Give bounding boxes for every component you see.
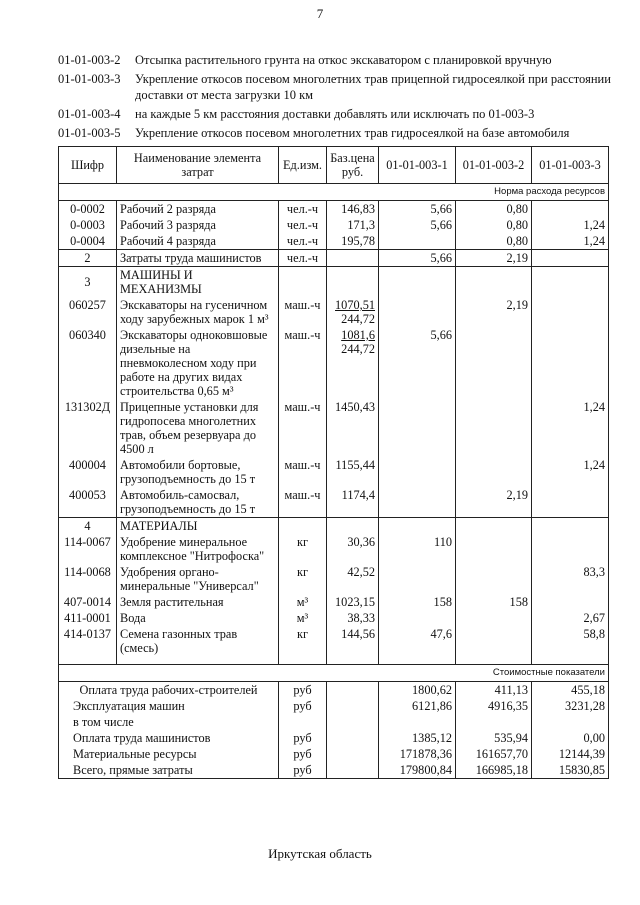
total-unit: руб (279, 681, 327, 698)
item-list-entry (58, 125, 628, 141)
cell-col3: 2,67 (532, 610, 609, 626)
total-col1: 1800,62 (379, 681, 456, 698)
total-name: Материальные ресурсы (59, 746, 279, 762)
cell-col1: 47,6 (379, 626, 456, 656)
cell-unit: м³ (279, 610, 327, 626)
total-name: Эксплуатация машин (59, 698, 279, 714)
section-row-materials (59, 518, 609, 535)
cell-code: 114-0068 (59, 564, 117, 594)
total-col2: 4916,35 (456, 698, 532, 714)
total-col2: 166985,18 (456, 762, 532, 779)
total-row (59, 698, 609, 714)
total-name: Всего, прямые затраты (59, 762, 279, 779)
cell-price: 1174,4 (327, 487, 379, 518)
item-list-entry (58, 106, 628, 122)
cell-price: 146,83 (327, 201, 379, 218)
item-description: Отсыпка растительного грунта на откос экскаватором с планировкой вручную (135, 53, 552, 67)
cell-col3 (532, 201, 609, 218)
total-unit: руб (279, 746, 327, 762)
total-col1: 171878,36 (379, 746, 456, 762)
total-col3 (532, 714, 609, 730)
table-row (59, 626, 609, 656)
cell-unit: маш.-ч (279, 297, 327, 327)
cell-name: Рабочий 3 разряда (117, 217, 279, 233)
cell-unit: маш.-ч (279, 327, 327, 399)
cell-name: Рабочий 4 разряда (117, 233, 279, 250)
cell-price: 171,3 (327, 217, 379, 233)
table-header-row (59, 147, 609, 184)
norm-subheader: Норма расхода ресурсов (59, 184, 609, 201)
cell-unit: кг (279, 626, 327, 656)
cell-code: 131302Д (59, 399, 117, 457)
cell-col2: 158 (456, 594, 532, 610)
region-footer: Иркутская область (268, 846, 372, 861)
cell-col1 (379, 564, 456, 594)
cell-col2: 2,19 (456, 250, 532, 267)
table-row (59, 564, 609, 594)
price-top: 1081,6 (341, 328, 375, 342)
cell-col1: 158 (379, 594, 456, 610)
section-code: 4 (59, 518, 117, 535)
cell-code: 414-0137 (59, 626, 117, 656)
cell-col2: 0,80 (456, 217, 532, 233)
cell-unit: м³ (279, 594, 327, 610)
cell-col2: 0,80 (456, 201, 532, 218)
item-description: Укрепление откосов посевом многолетних трав гидросеялкой на базе автомобиля (135, 126, 570, 140)
total-col3: 12144,39 (532, 746, 609, 762)
cell-name: Рабочий 2 разряда (117, 201, 279, 218)
cell-col1 (379, 233, 456, 250)
header-code: Шифр (59, 147, 117, 184)
cell-code: 0-0002 (59, 201, 117, 218)
cell-col1: 110 (379, 534, 456, 564)
cell-unit: маш.-ч (279, 487, 327, 518)
total-col2: 535,94 (456, 730, 532, 746)
cell-price: 30,36 (327, 534, 379, 564)
cell-col1 (379, 297, 456, 327)
cell-name: Земля растительная (117, 594, 279, 610)
header-col2: 01-01-003-2 (456, 147, 532, 184)
resource-table (58, 146, 609, 779)
section-title: МАШИНЫ И МЕХАНИЗМЫ (117, 267, 279, 298)
cell-price: 1155,44 (327, 457, 379, 487)
cell-code: 114-0067 (59, 534, 117, 564)
cell-code: 060340 (59, 327, 117, 399)
cell-col2: 2,19 (456, 297, 532, 327)
total-unit: руб (279, 762, 327, 779)
page-number: 7 (316, 6, 324, 21)
header-unit: Ед.изм. (279, 147, 327, 184)
item-code: 01-01-003-5 (58, 126, 121, 140)
cell-col1 (379, 399, 456, 457)
cell-name: Семена газонных трав (смесь) (117, 626, 279, 656)
table-row (59, 217, 609, 233)
item-description: Укрепление откосов посевом многолетних трав прицепной гидросеялкой при расстоянии доставки от места загрузки 10 км (135, 72, 611, 102)
price-top: 1070,51 (335, 298, 375, 312)
cell-name: Удобрения органо-минеральные "Универсал" (117, 564, 279, 594)
cell-col2 (456, 399, 532, 457)
item-list (58, 52, 628, 144)
cell-unit: кг (279, 564, 327, 594)
cell-col3: 1,24 (532, 217, 609, 233)
cell-code: 400053 (59, 487, 117, 518)
cell-col3 (532, 487, 609, 518)
cell-price (327, 297, 379, 327)
item-list-entry (58, 52, 628, 68)
cell-unit: маш.-ч (279, 399, 327, 457)
total-col1: 6121,86 (379, 698, 456, 714)
price-bottom: 244,72 (341, 312, 375, 326)
cell-name: Прицепные установки для гидропосева многолетних трав, объем резервуара до 4500 л (117, 399, 279, 457)
section-row-machines (59, 267, 609, 298)
cell-col2 (456, 534, 532, 564)
cell-col1: 5,66 (379, 201, 456, 218)
cell-col3: 1,24 (532, 233, 609, 250)
cell-col3 (532, 534, 609, 564)
cell-price: 42,52 (327, 564, 379, 594)
cell-code: 407-0014 (59, 594, 117, 610)
cell-col2 (456, 457, 532, 487)
cell-price (327, 327, 379, 399)
total-row (59, 762, 609, 779)
section-title: МАТЕРИАЛЫ (117, 518, 279, 535)
cell-col1 (379, 487, 456, 518)
total-row (59, 730, 609, 746)
total-col3: 455,18 (532, 681, 609, 698)
cell-price: 1023,15 (327, 594, 379, 610)
cell-name: Экскаваторы на гусеничном ходу зарубежных марок 1 м³ (117, 297, 279, 327)
cell-price: 144,56 (327, 626, 379, 656)
table-row (59, 233, 609, 250)
cell-price: 38,33 (327, 610, 379, 626)
price-bottom: 244,72 (341, 342, 375, 356)
total-unit: руб (279, 698, 327, 714)
total-row (59, 681, 609, 698)
cell-unit: чел.-ч (279, 250, 327, 267)
total-col2: 411,13 (456, 681, 532, 698)
cost-subheader-row (59, 664, 609, 681)
table-row (59, 399, 609, 457)
cell-price (327, 250, 379, 267)
table-row (59, 534, 609, 564)
cell-name: Затраты труда машинистов (117, 250, 279, 267)
header-price: Баз.цена руб. (327, 147, 379, 184)
total-col3: 0,00 (532, 730, 609, 746)
cell-col2 (456, 626, 532, 656)
item-code: 01-01-003-2 (58, 53, 121, 67)
cell-col3: 58,8 (532, 626, 609, 656)
table-row (59, 457, 609, 487)
cell-code: 0-0004 (59, 233, 117, 250)
cell-code: 411-0001 (59, 610, 117, 626)
total-col1 (379, 714, 456, 730)
cell-col2 (456, 327, 532, 399)
cell-unit: чел.-ч (279, 201, 327, 218)
cell-name: Удобрение минеральное комплексное "Нитрофоска" (117, 534, 279, 564)
table-row (59, 327, 609, 399)
total-name: Оплата труда рабочих-строителей (59, 681, 279, 698)
cell-col3 (532, 594, 609, 610)
cell-unit: маш.-ч (279, 457, 327, 487)
cell-unit: чел.-ч (279, 217, 327, 233)
item-code: 01-01-003-3 (58, 72, 121, 86)
item-list-entry (58, 71, 628, 103)
total-row (59, 746, 609, 762)
cell-code: 060257 (59, 297, 117, 327)
cell-col3: 1,24 (532, 457, 609, 487)
cell-col1: 5,66 (379, 217, 456, 233)
total-col2: 161657,70 (456, 746, 532, 762)
cell-price: 1450,43 (327, 399, 379, 457)
cell-col3: 1,24 (532, 399, 609, 457)
cell-price: 195,78 (327, 233, 379, 250)
spacer-row (59, 656, 609, 664)
table-row (59, 297, 609, 327)
section-code: 3 (59, 267, 117, 298)
cell-name: Автомобиль-самосвал, грузоподъемность до 15 т (117, 487, 279, 518)
cost-subheader: Стоимостные показатели (59, 664, 609, 681)
total-name: Оплата труда машинистов (59, 730, 279, 746)
cell-col3 (532, 250, 609, 267)
total-row (59, 714, 609, 730)
cell-code: 400004 (59, 457, 117, 487)
cell-col2 (456, 610, 532, 626)
cell-name: Экскаваторы одноковшовые дизельные на пневмоколесном ходу при работе на других видах строительства 0,65 м³ (117, 327, 279, 399)
norm-subheader-row (59, 184, 609, 201)
cell-col1: 5,66 (379, 327, 456, 399)
cell-code: 2 (59, 250, 117, 267)
cell-col3 (532, 327, 609, 399)
machinist-labor-row (59, 250, 609, 267)
cell-col1 (379, 457, 456, 487)
cell-col3: 83,3 (532, 564, 609, 594)
cell-unit: кг (279, 534, 327, 564)
item-description: на каждые 5 км расстояния доставки добавлять или исключать по 01-003-3 (135, 107, 535, 121)
cell-col3 (532, 297, 609, 327)
table-row (59, 201, 609, 218)
total-unit: руб (279, 730, 327, 746)
total-col3: 3231,28 (532, 698, 609, 714)
header-col3: 01-01-003-3 (532, 147, 609, 184)
cell-col1 (379, 610, 456, 626)
header-name: Наименование элемента затрат (117, 147, 279, 184)
table-row (59, 594, 609, 610)
cell-col2: 0,80 (456, 233, 532, 250)
cell-name: Вода (117, 610, 279, 626)
total-unit (279, 714, 327, 730)
cell-code: 0-0003 (59, 217, 117, 233)
table-row (59, 610, 609, 626)
total-col2 (456, 714, 532, 730)
cell-col2: 2,19 (456, 487, 532, 518)
cell-name: Автомобили бортовые, грузоподъемность до 15 т (117, 457, 279, 487)
item-code: 01-01-003-4 (58, 107, 121, 121)
cell-unit: чел.-ч (279, 233, 327, 250)
total-col1: 179800,84 (379, 762, 456, 779)
cell-col1: 5,66 (379, 250, 456, 267)
total-col1: 1385,12 (379, 730, 456, 746)
header-col1: 01-01-003-1 (379, 147, 456, 184)
cell-col2 (456, 564, 532, 594)
total-col3: 15830,85 (532, 762, 609, 779)
table-row (59, 487, 609, 518)
total-name: в том числе (59, 714, 279, 730)
